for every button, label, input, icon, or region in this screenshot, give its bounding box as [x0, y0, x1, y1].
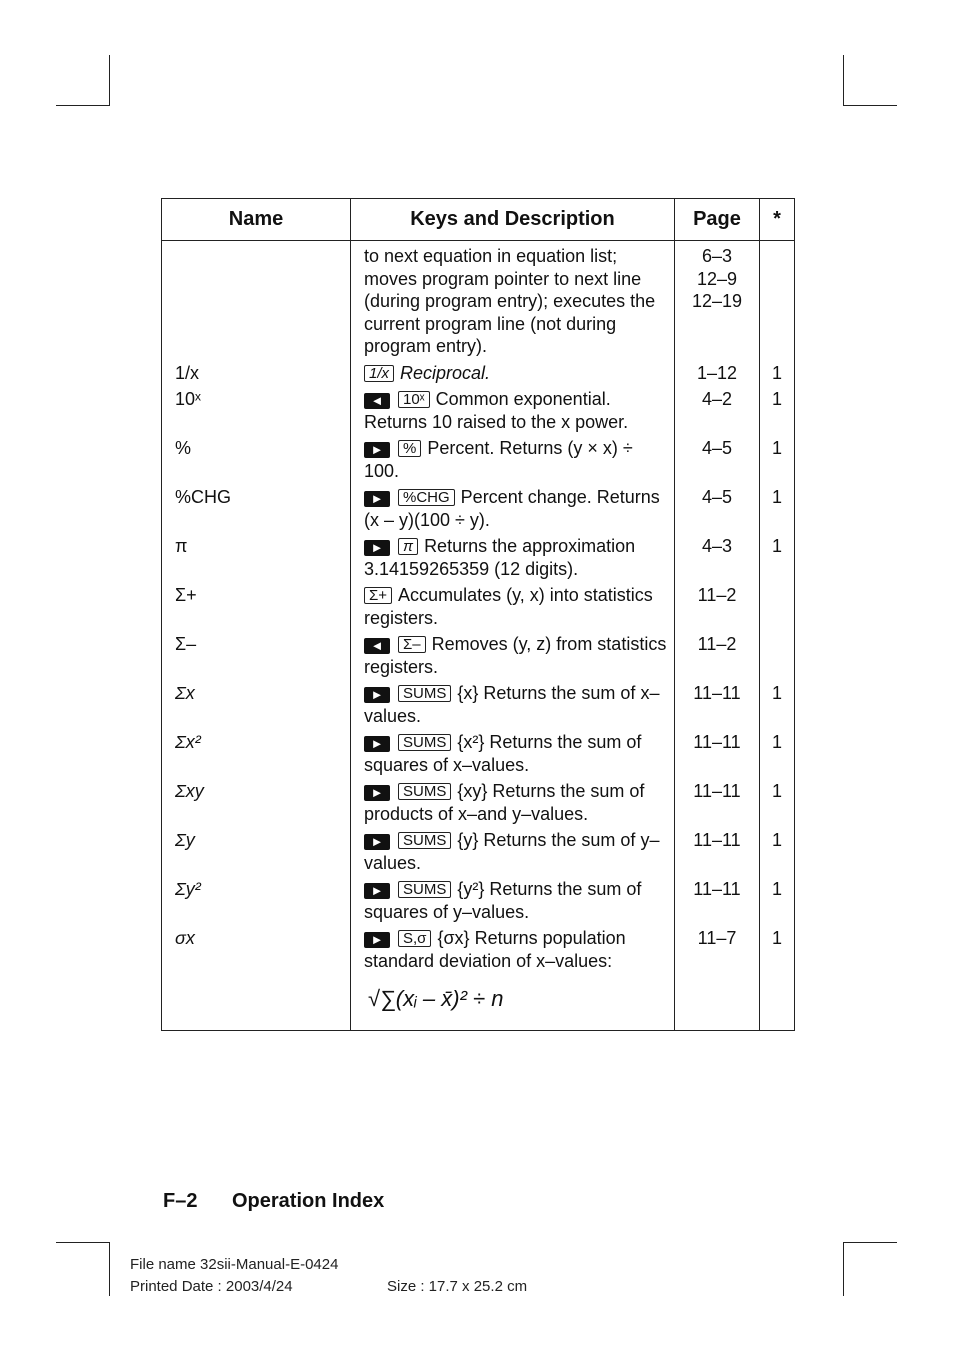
- op-description-cell: [351, 826, 675, 875]
- op-description: {xy} Returns the sum of products of x–and y–values.: [364, 781, 645, 824]
- op-name: Σx²: [162, 728, 351, 777]
- left-shift-key-icon: ◄: [364, 393, 390, 409]
- op-name: σx: [162, 924, 351, 1030]
- right-shift-key-icon: ►: [364, 785, 390, 801]
- op-star: 1: [760, 728, 795, 777]
- op-page: 11–2: [675, 581, 760, 630]
- header-page: Page: [675, 199, 760, 241]
- op-description: {y} Returns the sum of y–values.: [364, 830, 660, 873]
- crop-mark: [843, 1242, 897, 1243]
- page-size: Size : 17.7 x 25.2 cm: [387, 1278, 528, 1295]
- op-description-cell: [351, 385, 675, 434]
- op-star: 1: [760, 359, 795, 386]
- op-star: [760, 581, 795, 630]
- right-shift-key-icon: ►: [364, 687, 390, 703]
- page-number: F–2: [163, 1190, 198, 1212]
- crop-mark: [56, 105, 110, 106]
- op-name: Σy²: [162, 875, 351, 924]
- op-description-cell: [351, 777, 675, 826]
- op-name: Σy: [162, 826, 351, 875]
- op-page: 11–7: [675, 924, 760, 1030]
- header-name: Name: [162, 199, 351, 241]
- key-icon: %CHG: [398, 489, 455, 506]
- crop-mark: [109, 55, 110, 106]
- crop-mark: [843, 1242, 844, 1296]
- table-row: [162, 434, 795, 483]
- op-description-cell: [351, 532, 675, 581]
- op-name: Σx: [162, 679, 351, 728]
- page-footer-title: [163, 1190, 384, 1213]
- op-page: 11–11: [675, 679, 760, 728]
- crop-mark: [843, 105, 897, 106]
- op-page-ref: 6–3: [701, 246, 733, 266]
- key-icon: SUMS: [398, 832, 451, 849]
- op-star: [760, 630, 795, 679]
- printed-date: Printed Date : 2003/4/24: [130, 1278, 293, 1295]
- table-row: [162, 728, 795, 777]
- key-icon: Σ+: [364, 587, 392, 604]
- table-row: [162, 241, 795, 359]
- op-name: 1/x: [162, 359, 351, 386]
- right-shift-key-icon: ►: [364, 736, 390, 752]
- op-name: Σ+: [162, 581, 351, 630]
- key-icon: 10ˣ: [398, 391, 430, 408]
- key-icon: π: [398, 538, 418, 555]
- section-title: Operation Index: [232, 1190, 385, 1212]
- table-row: [162, 483, 795, 532]
- header-star: *: [760, 199, 795, 241]
- key-icon: SUMS: [398, 685, 451, 702]
- key-icon: SUMS: [398, 881, 451, 898]
- op-star: 1: [760, 679, 795, 728]
- op-page: 11–11: [675, 826, 760, 875]
- table-row: [162, 875, 795, 924]
- std-dev-formula: √∑(xᵢ – x̄)² ÷ n: [368, 986, 504, 1011]
- op-name: [162, 241, 351, 359]
- op-page: 11–11: [675, 875, 760, 924]
- op-page-ref: 12–9: [696, 268, 738, 289]
- op-description-cell: [351, 483, 675, 532]
- table-row: [162, 777, 795, 826]
- table-row: [162, 359, 795, 386]
- op-name: %: [162, 434, 351, 483]
- op-description: Common exponential. Returns 10 raised to the x power.: [364, 389, 629, 432]
- op-page: 4–2: [675, 385, 760, 434]
- key-icon: SUMS: [398, 734, 451, 751]
- op-description-cell: [351, 581, 675, 630]
- op-star: 1: [760, 385, 795, 434]
- op-description: {x} Returns the sum of x–values.: [364, 683, 660, 726]
- table-row: [162, 581, 795, 630]
- operation-index-table: [161, 198, 795, 1031]
- op-star: 1: [760, 483, 795, 532]
- op-name: π: [162, 532, 351, 581]
- right-shift-key-icon: ►: [364, 932, 390, 948]
- op-description: Returns the approximation 3.14159265359 (12 digits).: [364, 536, 636, 579]
- crop-mark: [843, 55, 844, 106]
- right-shift-key-icon: ►: [364, 834, 390, 850]
- op-description-cell: [351, 359, 675, 386]
- op-description-cell: [351, 924, 675, 1030]
- key-icon: %: [398, 440, 421, 457]
- op-description: Percent change. Returns (x – y)(100 ÷ y).: [364, 487, 660, 530]
- key-icon: SUMS: [398, 783, 451, 800]
- op-page: [675, 241, 760, 359]
- op-page: 4–5: [675, 434, 760, 483]
- table-row: [162, 826, 795, 875]
- table-row: [162, 679, 795, 728]
- op-page-ref: 12–19: [691, 291, 743, 311]
- op-page: 1–12: [675, 359, 760, 386]
- op-page: 4–3: [675, 532, 760, 581]
- op-star: 1: [760, 826, 795, 875]
- op-star: 1: [760, 875, 795, 924]
- key-icon: 1/x: [364, 365, 394, 382]
- op-description: {y²} Returns the sum of squares of y–values.: [364, 879, 642, 922]
- op-page: 11–11: [675, 777, 760, 826]
- op-description-cell: [351, 875, 675, 924]
- op-description: to next equation in equation list; moves program pointer to next line (during program entry); executes the current program line (not during program entry).: [351, 241, 675, 359]
- op-page: 4–5: [675, 483, 760, 532]
- op-page: 11–11: [675, 728, 760, 777]
- crop-mark: [109, 1242, 110, 1296]
- table-header-row: [162, 199, 795, 241]
- right-shift-key-icon: ►: [364, 491, 390, 507]
- op-star: 1: [760, 532, 795, 581]
- op-star: [760, 241, 795, 359]
- op-name: 10ˣ: [162, 385, 351, 434]
- op-star: 1: [760, 924, 795, 1030]
- op-description-cell: [351, 728, 675, 777]
- op-description: Reciprocal.: [400, 362, 491, 383]
- op-description-cell: [351, 679, 675, 728]
- op-description: {x²} Returns the sum of squares of x–values.: [364, 732, 642, 775]
- key-icon: S,σ: [398, 930, 431, 947]
- left-shift-key-icon: ◄: [364, 638, 390, 654]
- op-description: {σx} Returns population standard deviation of x–values:: [364, 928, 626, 971]
- table-row: [162, 924, 795, 1030]
- header-keys-description: Keys and Description: [351, 199, 675, 241]
- op-name: %CHG: [162, 483, 351, 532]
- table-row: [162, 532, 795, 581]
- op-page: 11–2: [675, 630, 760, 679]
- right-shift-key-icon: ►: [364, 540, 390, 556]
- table-row: [162, 630, 795, 679]
- op-description-cell: [351, 434, 675, 483]
- op-name: Σ–: [162, 630, 351, 679]
- key-icon: Σ–: [398, 636, 426, 653]
- op-description: Removes (y, z) from statistics registers.: [364, 634, 667, 677]
- table-row: [162, 385, 795, 434]
- right-shift-key-icon: ►: [364, 442, 390, 458]
- right-shift-key-icon: ►: [364, 883, 390, 899]
- op-name: Σxy: [162, 777, 351, 826]
- op-description: Percent. Returns (y × x) ÷ 100.: [364, 438, 633, 481]
- op-star: 1: [760, 434, 795, 483]
- crop-mark: [56, 1242, 110, 1243]
- op-description-cell: [351, 630, 675, 679]
- op-description: Accumulates (y, x) into statistics registers.: [364, 585, 653, 628]
- file-name: File name 32sii-Manual-E-0424: [130, 1256, 339, 1273]
- op-star: 1: [760, 777, 795, 826]
